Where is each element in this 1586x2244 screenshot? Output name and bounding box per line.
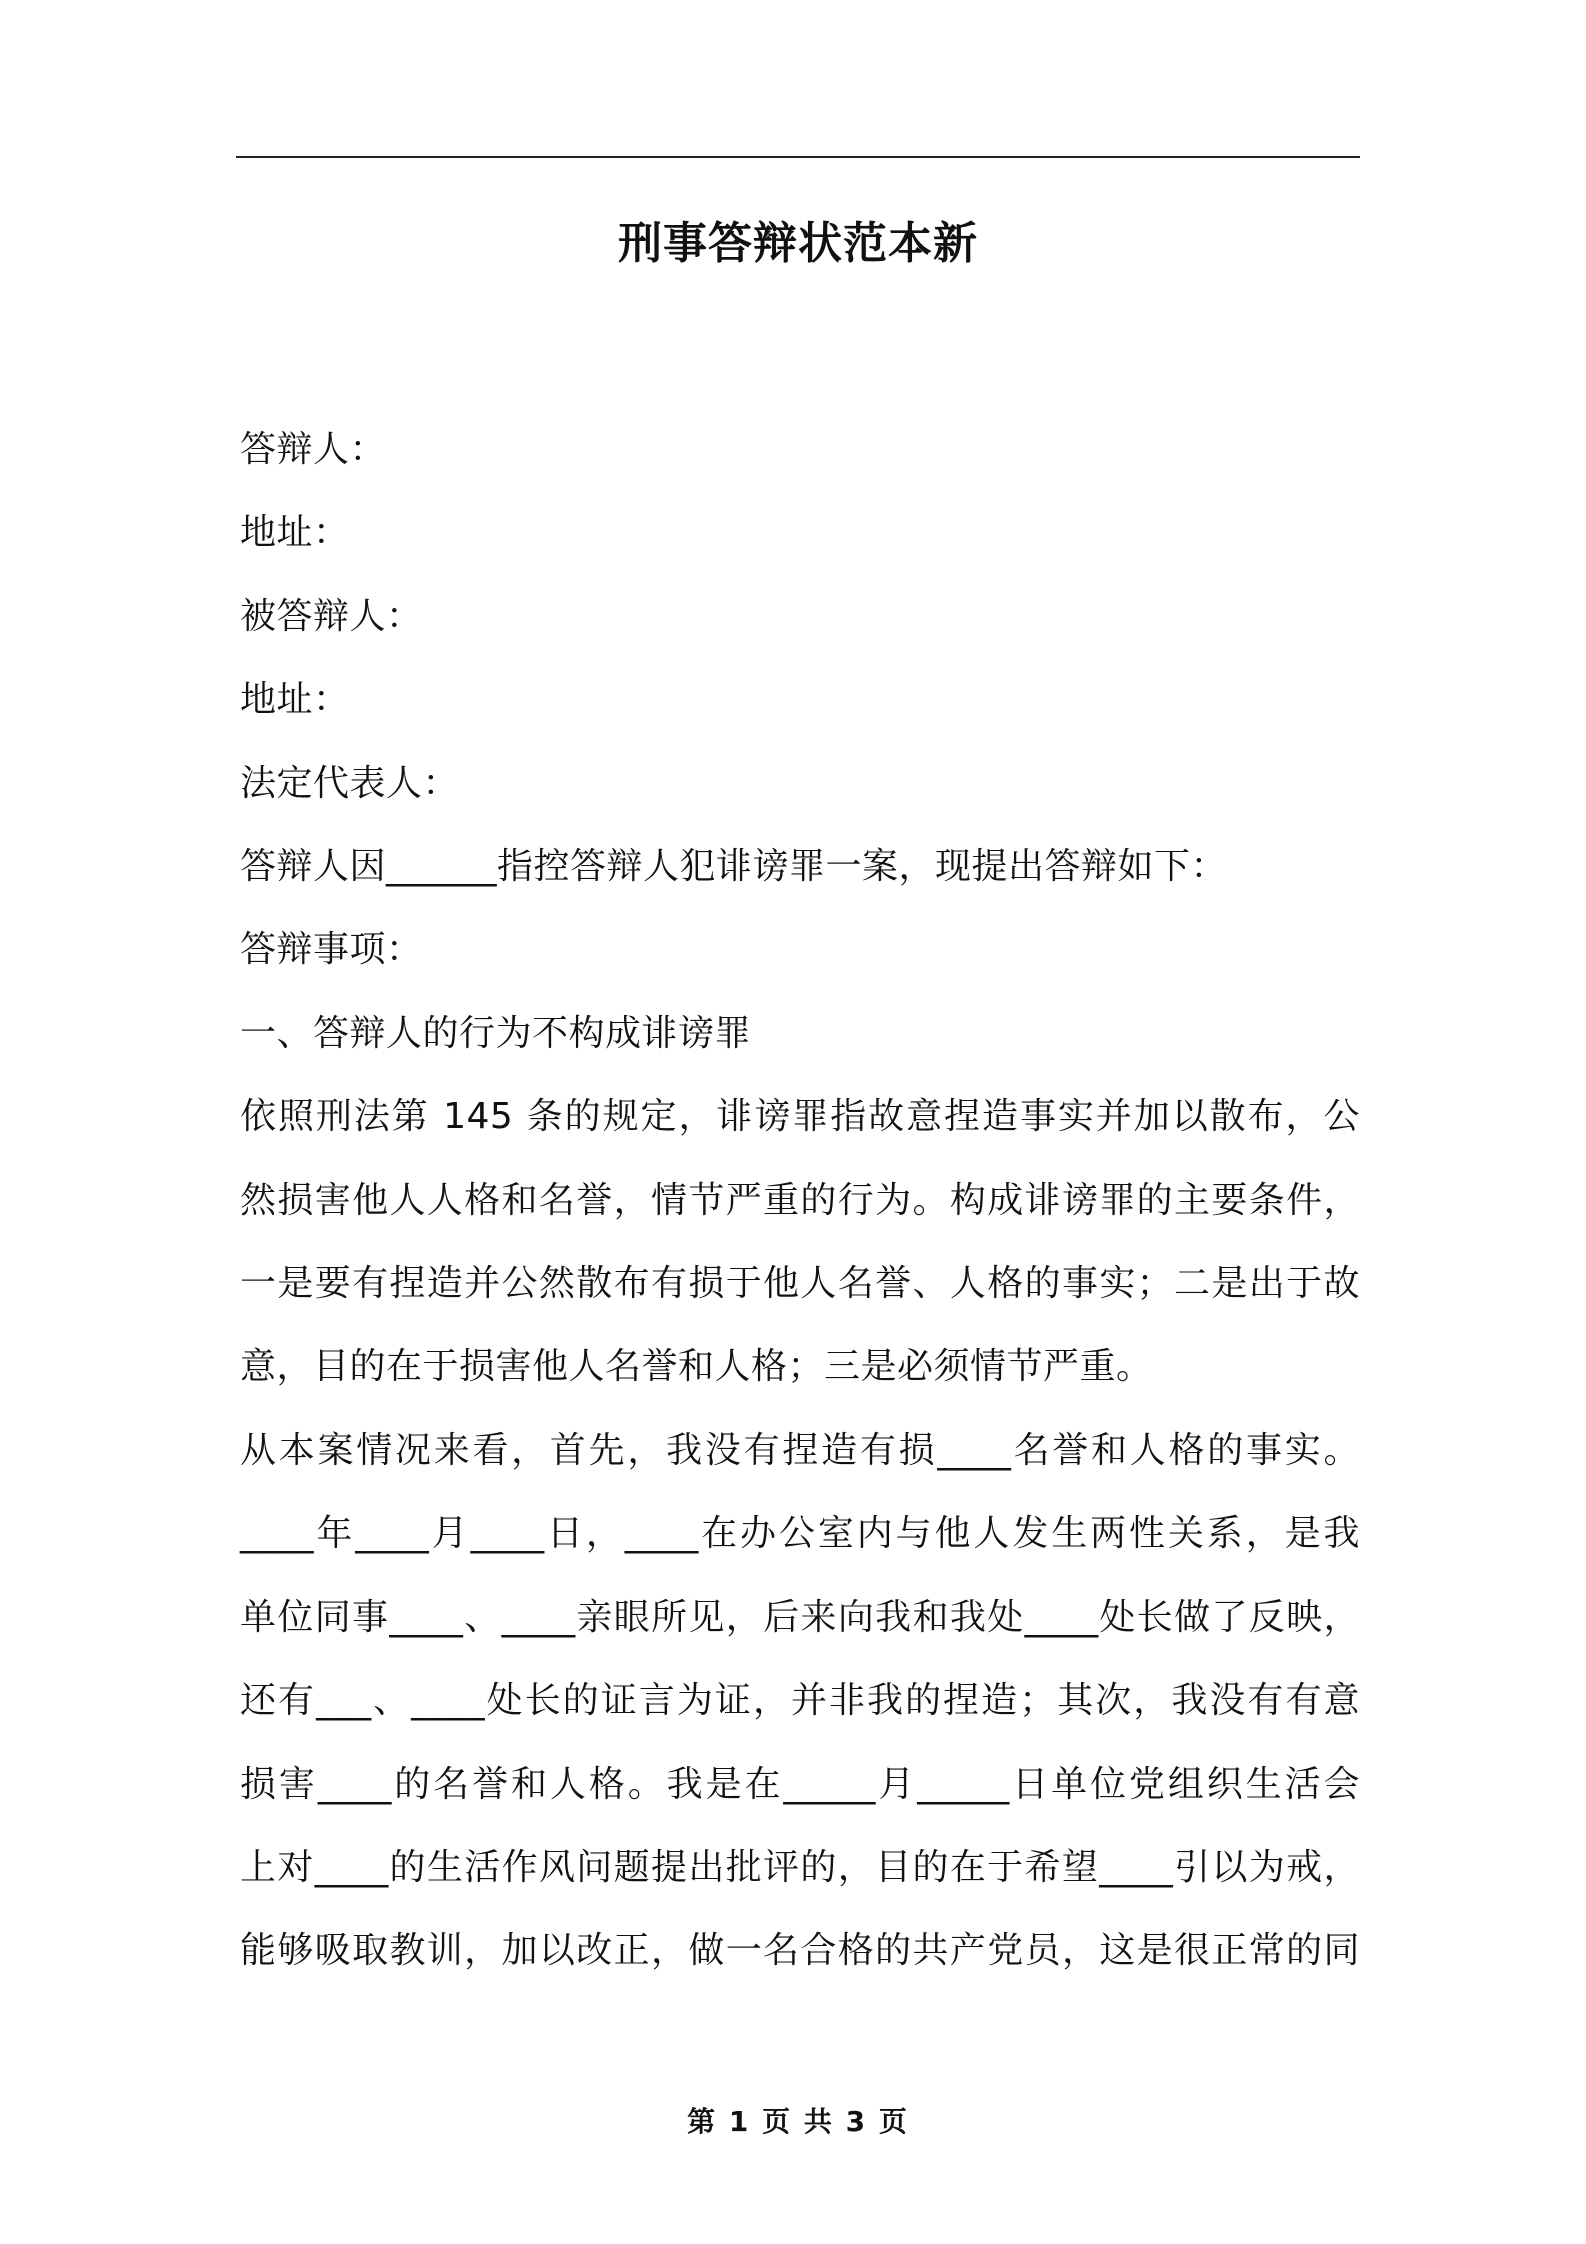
paragraph-1-line: 依照刑法第 145 条的规定，诽谤罪指故意捏造事实并加以散布，公 xyxy=(240,1096,1360,1138)
document-body xyxy=(240,408,1360,1993)
paragraph-2-line: ____年____月____日，____在办公室内与他人发生两性关系，是我 xyxy=(240,1513,1360,1555)
paragraph-1-line: 然损害他人人格和名誉，情节严重的行为。构成诽谤罪的主要条件， xyxy=(240,1179,1360,1221)
items-heading: 答辩事项： xyxy=(240,929,423,971)
paragraph-1 xyxy=(240,1075,1360,1409)
field-legal-representative: 法定代表人： xyxy=(240,762,460,804)
paragraph-2-line: 能够吸取教训，加以改正，做一名合格的共产党员，这是很正常的同 xyxy=(240,1930,1360,1972)
field-plaintiff-address: 地址： xyxy=(240,679,350,721)
page-number-footer: 第 1 页 共 3 页 xyxy=(687,2105,909,2138)
paragraph-2-line: 从本案情况来看，首先，我没有捏造有损____名誉和人格的事实。 xyxy=(240,1429,1360,1471)
section-1-heading: 一、答辩人的行为不构成诽谤罪 xyxy=(240,1012,752,1054)
paragraph-2-line: 损害____的名誉和人格。我是在_____月_____日单位党组织生活会 xyxy=(240,1763,1360,1805)
paragraph-1-line: 一是要有捏造并公然散布有损于他人名誉、人格的事实；二是出于故 xyxy=(240,1263,1360,1305)
field-plaintiff: 被答辩人： xyxy=(240,595,423,637)
paragraph-2-line: 还有___、____处长的证言为证，并非我的捏造；其次，我没有有意 xyxy=(240,1680,1360,1722)
field-respondent: 答辩人： xyxy=(240,429,387,470)
header-rule xyxy=(236,156,1360,158)
paragraph-2 xyxy=(240,1409,1360,1993)
document-title: 刑事答辩状范本新 xyxy=(618,218,978,269)
paragraph-2-line: 上对____的生活作风问题提出批评的，目的在于希望____引以为戒， xyxy=(240,1846,1360,1888)
intro-paragraph: 答辩人因______指控答辩人犯诽谤罪一案，现提出答辩如下： xyxy=(240,846,1228,888)
field-respondent-address: 地址： xyxy=(240,512,350,554)
paragraph-1-line: 意，目的在于损害他人名誉和人格；三是必须情节严重。 xyxy=(240,1346,1153,1388)
paragraph-2-line: 单位同事____、____亲眼所见，后来向我和我处____处长做了反映， xyxy=(240,1596,1360,1638)
